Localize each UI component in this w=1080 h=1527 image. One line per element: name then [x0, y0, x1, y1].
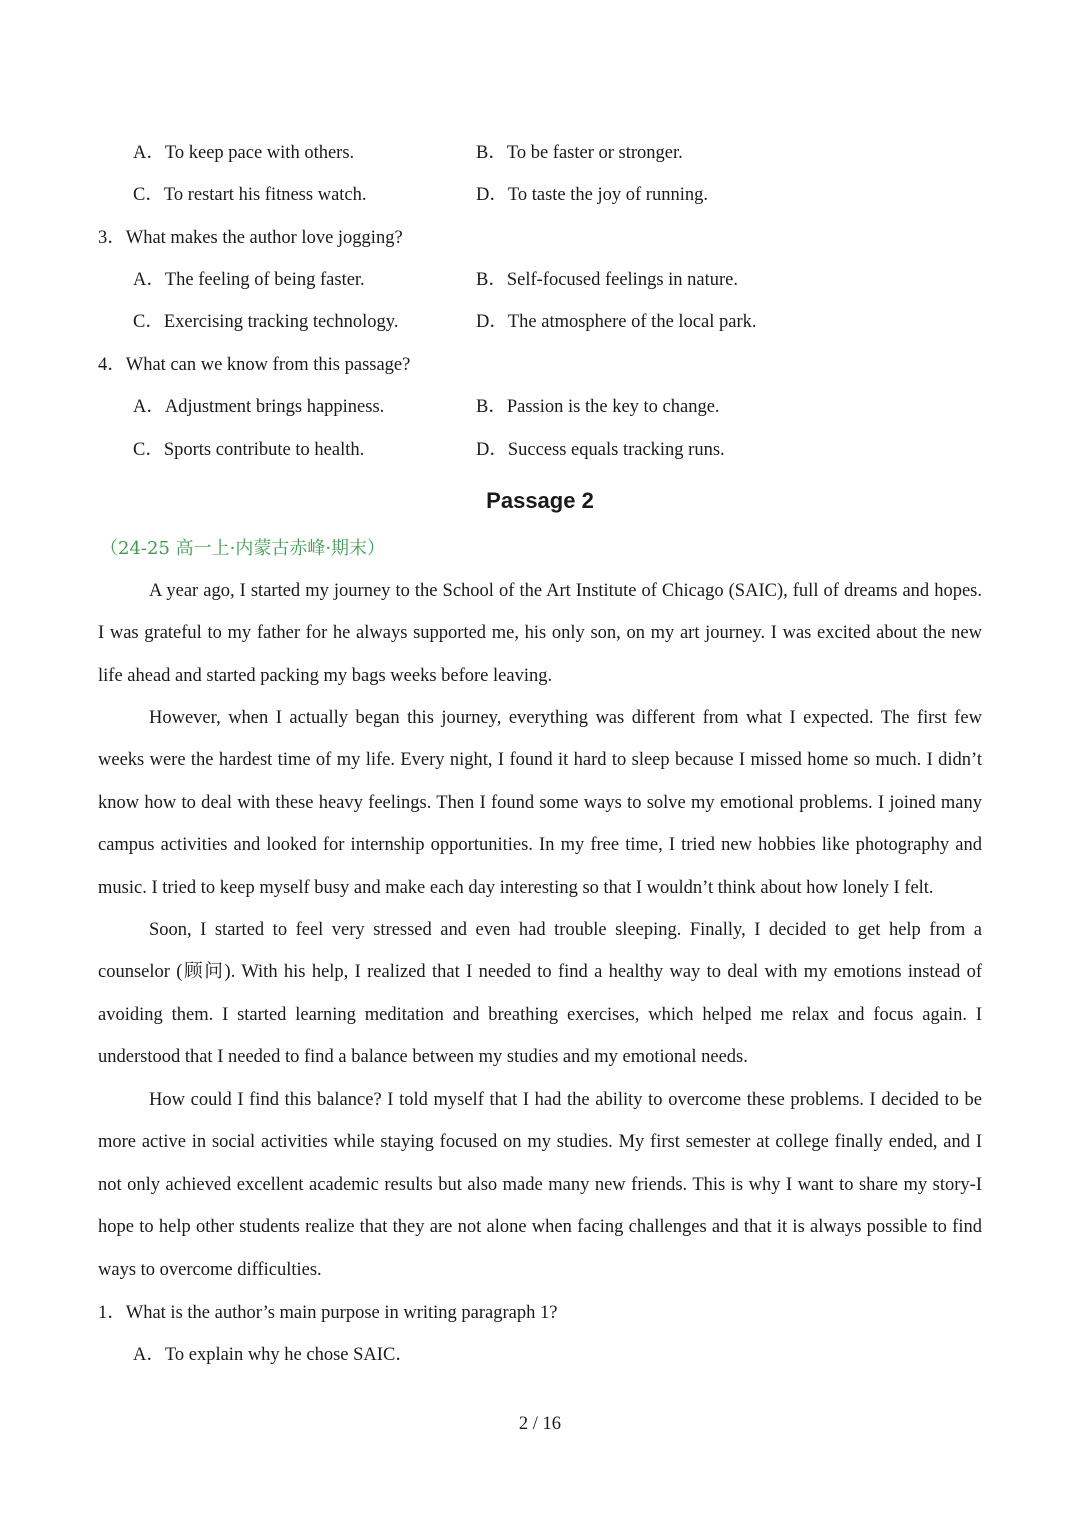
paragraph-3: Soon, I started to feel very stressed and even had trouble sleeping. Finally, I decided to get help from a counselor (顾问). With his help, I realized that I needed to find a healthy way to deal with my emotions instead of avoiding them. I started learning meditation and breathing exercises, which helped me relax and focus again. I understood that I needed to find a balance between my studies and my emotional needs.	[98, 920, 982, 1068]
q3-option-c: C．Exercising tracking technology.	[133, 312, 399, 332]
q4-option-d: D．Success equals tracking runs.	[476, 440, 725, 460]
q4-stem: 4．What can we know from this passage?	[98, 355, 411, 375]
paragraph-1: A year ago, I started my journey to the School of the Art Institute of Chicago (SAIC), full of dreams and hopes. I was grateful to my father for he always supported me, his only son, on my art journey. I was excited about the new life ahead and started packing my bags weeks before leaving.	[98, 581, 982, 686]
q4-option-a: A．Adjustment brings happiness.	[133, 397, 385, 417]
q2-option-a: A．To keep pace with others.	[133, 143, 355, 163]
q2-option-d: D．To taste the joy of running.	[476, 185, 708, 205]
q4-option-b: B．Passion is the key to change.	[476, 397, 720, 417]
p2-q1-option-a: A．To explain why he chose SAIC．	[133, 1345, 414, 1365]
paragraph-2: However, when I actually began this journey, everything was different from what I expected. The first few weeks were the hardest time of my life. Every night, I found it hard to sleep because I missed home so much. I didn’t know how to deal with these heavy feelings. Then I found some ways to solve my emotional problems. I joined many campus activities and looked for internship opportunities. In my free time, I tried new hobbies like photography and music. I tried to keep myself busy and make each day interesting so that I wouldn’t think about how lonely I felt.	[98, 708, 982, 898]
q3-option-a: A．The feeling of being faster.	[133, 270, 365, 290]
q2-option-b: B．To be faster or stronger.	[476, 143, 683, 163]
passage-source: （24-25 高一上·内蒙古赤峰·期末）	[100, 538, 386, 559]
q4-option-c: C．Sports contribute to health.	[133, 440, 365, 460]
p2-q1-stem: 1．What is the author’s main purpose in writing paragraph 1?	[98, 1303, 558, 1323]
passage-title: Passage 2	[486, 488, 594, 513]
paragraph-4: How could I find this balance? I told myself that I had the ability to overcome these problems. I decided to be more active in social activities while staying focused on my studies. My first semester at college finally ended, and I not only achieved excellent academic results but also made many new friends. This is why I want to share my story-I hope to help other students realize that they are not alone when facing challenges and that it is always possible to find ways to overcome difficulties.	[98, 1090, 982, 1280]
q3-option-d: D．The atmosphere of the local park.	[476, 312, 757, 332]
q2-option-c: C．To restart his fitness watch.	[133, 185, 367, 205]
page-number: 2 / 16	[518, 1414, 562, 1434]
q3-stem: 3．What makes the author love jogging?	[98, 228, 403, 248]
q3-option-b: B．Self-focused feelings in nature.	[476, 270, 739, 290]
